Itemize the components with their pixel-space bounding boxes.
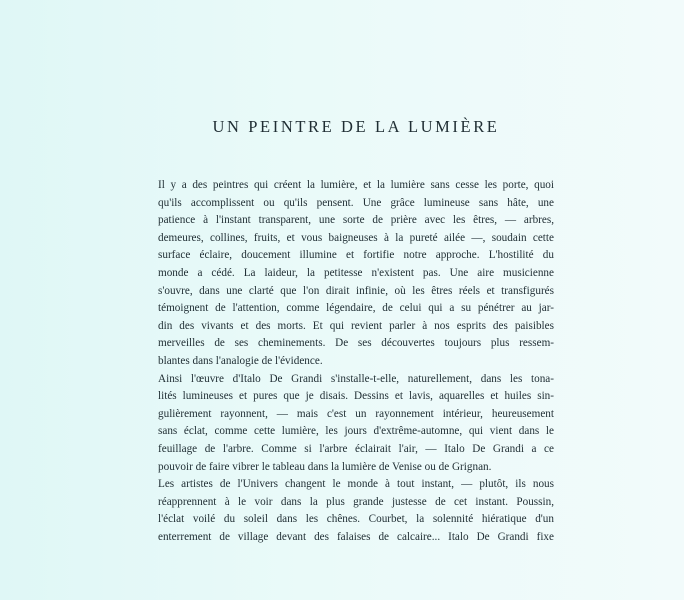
text-line: réapprennent à le voir dans la plus grande justesse de cet instant. Poussin, [158,495,554,508]
text-line: demeures, collines, fruits, et vous baigneuses à la pureté ailée —, soudain cette [158,231,554,244]
text-line: feuillage de l'arbre. Comme si l'arbre éclairait l'air, — Italo De Grandi a ce [158,442,554,455]
chapter-title: UN PEINTRE DE LA LUMIÈRE [212,117,500,136]
text-line: din des vivants et des morts. Et qui revient parler à nos esprits des paisibles [158,319,554,332]
text-line: merveilles de ses cheminements. De ses découvertes toujours plus ressem- [158,337,554,350]
text-line: lités lumineuses et pures que je disais. Dessins et lavis, aquarelles et huiles sin- [158,390,554,403]
text-line: qu'ils accomplissent ou qu'ils pensent. Une grâce lumineuse sans hâte, une [158,196,554,209]
text-line: surface éclaire, doucement illumine et fortifie notre approche. L'hostilité du [158,249,554,262]
text-line: sans éclat, comme cette lumière, les jours d'extrême-automne, qui vient dans le [158,425,554,438]
text-line: Il y a des peintres qui créent la lumière, et la lumière sans cesse les porte, quoi [158,179,554,191]
text-line: gulièrement rayonnent, — mais c'est un rayonnement intérieur, heureusement [158,407,554,420]
text-line: témoignent de l'attention, comme légendaire, de celui qui a su pénétrer au jar- [158,302,554,315]
text-line: patience à l'instant transparent, une sorte de prière avec les êtres, — arbres, [158,214,554,227]
text-line: s'ouvre, dans une clarté que l'on dirait infinie, où les êtres réels et transfigurés [158,284,554,297]
text-line: l'éclat voilé du soleil dans les chênes. Courbet, la solennité hiératique d'un [158,513,554,526]
text-line: pouvoir de faire vibrer le tableau dans la lumière de Venise ou de Grignan. [158,460,492,473]
text-line: Ainsi l'œuvre d'Italo De Grandi s'installe-t-elle, naturellement, dans les tona- [158,372,554,385]
text-line: enterrement de village devant des falaises de calcaire... Italo De Grandi fixe [158,530,554,543]
text-line: blantes dans l'analogie de l'évidence. [158,354,323,367]
body-text [158,177,554,546]
text-line: Les artistes de l'Univers changent le monde à tout instant, — plutôt, ils nous [158,478,554,491]
text-line: monde a cédé. La laideur, la petitesse n'existent pas. Une aire musicienne [158,266,554,279]
